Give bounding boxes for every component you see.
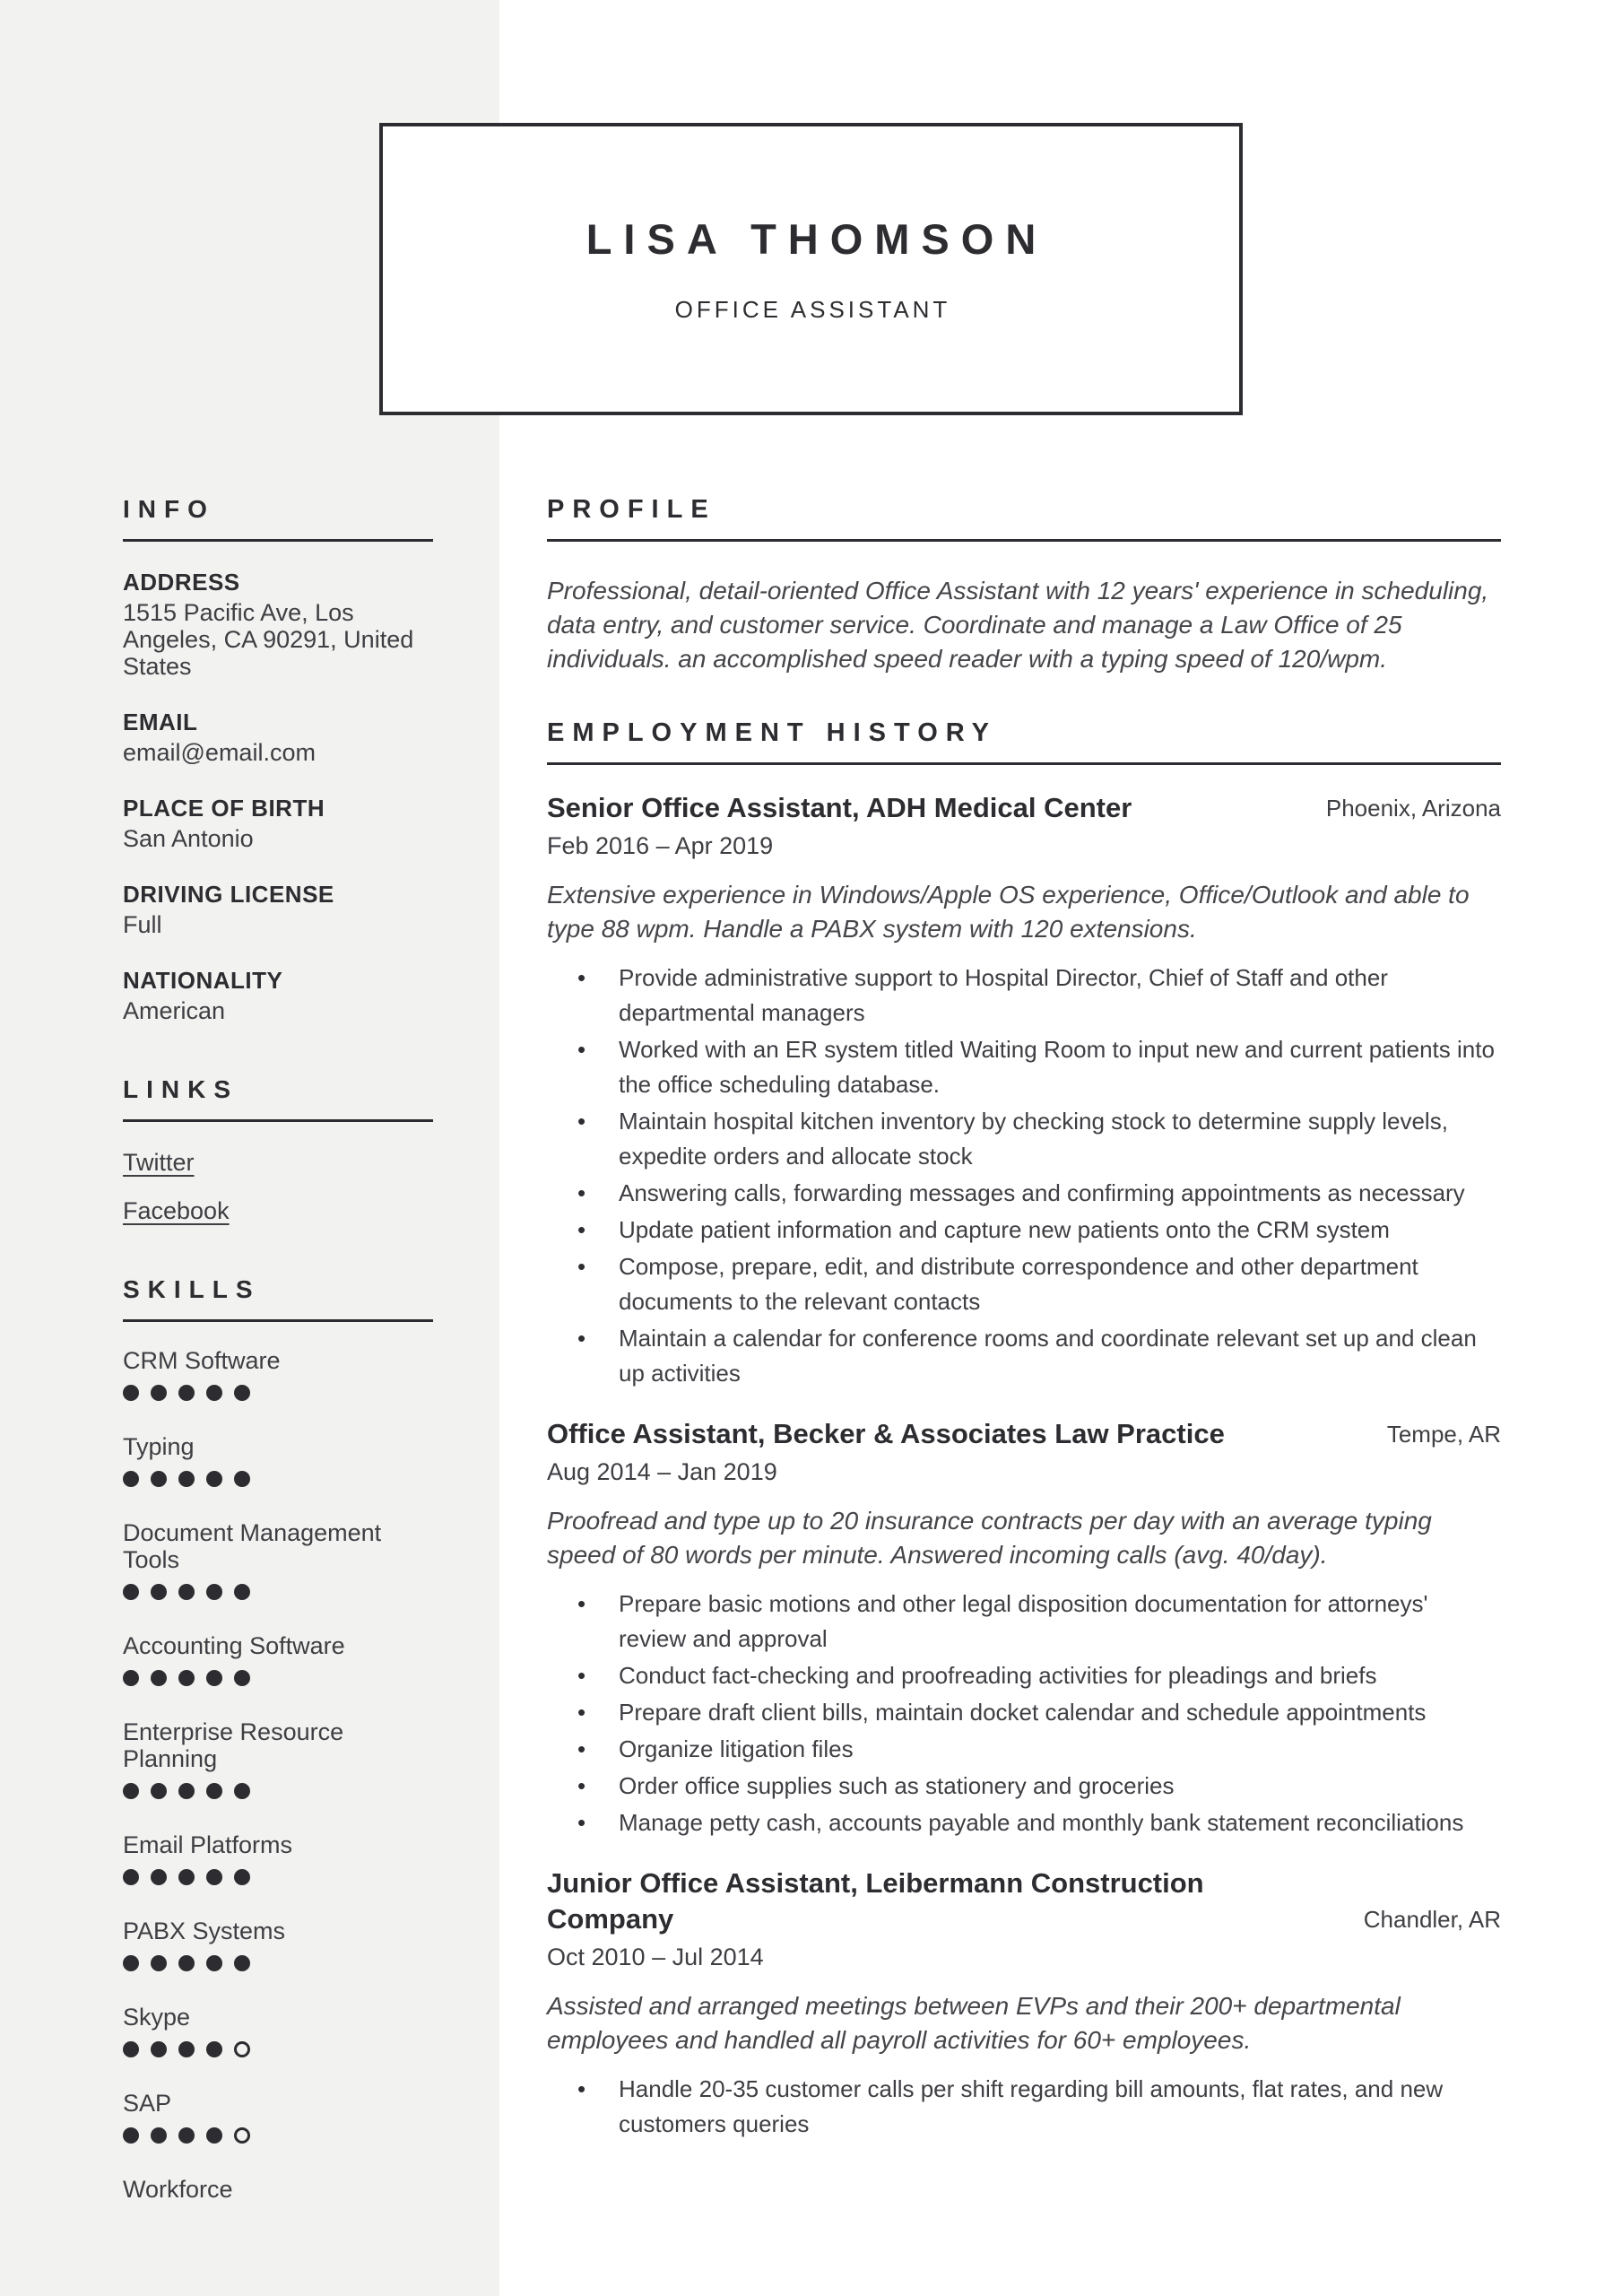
skills-list	[123, 1347, 433, 2203]
profile-section	[547, 494, 1501, 676]
skill-dot-filled-icon	[151, 1471, 167, 1487]
skill-dot-filled-icon	[234, 1670, 250, 1686]
skill-dot-filled-icon	[234, 1783, 250, 1799]
bullet-text: Conduct fact-checking and proofreading activities for pleadings and briefs	[619, 1662, 1377, 1689]
skill-dot-filled-icon	[151, 2127, 167, 2144]
skill-dot-filled-icon	[123, 1955, 139, 1971]
skill-dot-filled-icon	[123, 1670, 139, 1686]
job-title: Senior Office Assistant, ADH Medical Center	[547, 792, 1132, 823]
bullet-text: Compose, prepare, edit, and distribute correspondence and other department documents to the relevant contacts	[619, 1253, 1418, 1315]
bullet-text: Provide administrative support to Hospital Director, Chief of Staff and other departmental managers	[619, 964, 1388, 1026]
job-header	[547, 1866, 1501, 1937]
info-field	[123, 709, 433, 766]
skill-dot-filled-icon	[123, 1783, 139, 1799]
bullet-item	[547, 961, 1501, 1031]
skill-name: Enterprise Resource Planning	[123, 1718, 344, 1772]
skill-dot-empty-icon	[234, 2041, 250, 2057]
skill-name: Skype	[123, 2004, 191, 2031]
skill-dot-empty-icon	[234, 2127, 250, 2144]
info-field-value: American	[123, 997, 226, 1024]
skill-rating	[123, 1955, 433, 1971]
skill-item	[123, 1519, 433, 1600]
skill-dot-filled-icon	[178, 1471, 195, 1487]
bullet-icon: •	[577, 1590, 586, 1617]
skill-rating	[123, 2041, 433, 2057]
skill-dot-filled-icon	[178, 2041, 195, 2057]
skill-dot-filled-icon	[178, 1584, 195, 1600]
links-list	[123, 1149, 433, 1224]
skill-dot-filled-icon	[123, 1471, 139, 1487]
info-field-value: Full	[123, 911, 162, 938]
skill-name: Accounting Software	[123, 1632, 345, 1659]
links-section	[123, 1074, 433, 1224]
skill-dot-filled-icon	[206, 1471, 222, 1487]
skill-dot-filled-icon	[206, 2127, 222, 2144]
skill-dot-filled-icon	[123, 2127, 139, 2144]
bullet-text: Manage petty cash, accounts payable and monthly bank statement reconciliations	[619, 1809, 1464, 1836]
skill-dot-filled-icon	[178, 1955, 195, 1971]
info-field-label: PLACE OF BIRTH	[123, 795, 325, 822]
job-header	[547, 1416, 1501, 1452]
skill-dot-filled-icon	[151, 1385, 167, 1401]
skill-item	[123, 2004, 433, 2057]
bullet-icon: •	[577, 1809, 586, 1836]
skill-dot-filled-icon	[123, 2041, 139, 2057]
skill-name: Typing	[123, 1433, 195, 1460]
skill-dot-filled-icon	[178, 1783, 195, 1799]
bullet-icon: •	[577, 1253, 586, 1280]
bullet-item	[547, 1104, 1501, 1174]
info-fields	[123, 569, 433, 1024]
info-field	[123, 569, 433, 680]
person-title: OFFICE ASSISTANT	[674, 296, 951, 323]
bullet-text: Organize litigation files	[619, 1735, 854, 1762]
skill-item	[123, 2090, 433, 2144]
skill-dot-filled-icon	[178, 2127, 195, 2144]
skills-section	[123, 1274, 433, 2203]
job-entry	[547, 1866, 1501, 2142]
info-field-label: NATIONALITY	[123, 967, 283, 994]
skill-dot-filled-icon	[234, 1471, 250, 1487]
bullet-text: Maintain hospital kitchen inventory by checking stock to determine supply levels, expedite orders and allocate stock	[619, 1108, 1448, 1170]
skill-rating	[123, 1471, 433, 1487]
skill-name: PABX Systems	[123, 1918, 286, 1944]
skill-dot-filled-icon	[206, 1955, 222, 1971]
info-field	[123, 881, 433, 938]
skill-name: Email Platforms	[123, 1831, 293, 1858]
skill-dot-filled-icon	[151, 1955, 167, 1971]
skill-name: Document Management Tools	[123, 1519, 382, 1573]
info-heading: INFO	[123, 494, 433, 542]
job-summary: Assisted and arranged meetings between EVPs and their 200+ departmental employees and handled all payroll activities for 60+ employees.	[547, 1992, 1401, 2054]
bullet-item	[547, 1176, 1501, 1211]
skill-dot-filled-icon	[206, 1783, 222, 1799]
bullet-item	[547, 1249, 1501, 1319]
skill-item	[123, 1918, 433, 1971]
job-dates: Feb 2016 – Apr 2019	[547, 832, 774, 859]
link-facebook[interactable]: Facebook	[123, 1197, 230, 1224]
skill-dot-filled-icon	[234, 1955, 250, 1971]
skill-dot-filled-icon	[178, 1869, 195, 1885]
bullet-text: Handle 20-35 customer calls per shift regarding bill amounts, flat rates, and new customers queries	[619, 2075, 1444, 2137]
bullet-icon: •	[577, 1662, 586, 1689]
skill-rating	[123, 1869, 433, 1885]
job-location: Tempe, AR	[1386, 1421, 1501, 1448]
info-field-value: San Antonio	[123, 825, 254, 852]
job-bullets	[547, 1587, 1501, 1840]
skill-dot-filled-icon	[234, 1584, 250, 1600]
skill-dot-filled-icon	[178, 1670, 195, 1686]
skill-dot-filled-icon	[206, 1869, 222, 1885]
skill-item	[123, 1632, 433, 1686]
bullet-item	[547, 1587, 1501, 1657]
job-list	[547, 790, 1501, 2142]
bullet-icon: •	[577, 1325, 586, 1352]
skill-dot-filled-icon	[123, 1385, 139, 1401]
skill-dot-filled-icon	[206, 1670, 222, 1686]
info-field-value: email@email.com	[123, 739, 316, 766]
job-entry	[547, 1416, 1501, 1840]
skill-dot-filled-icon	[206, 2041, 222, 2057]
person-name: LISA THOMSON	[585, 215, 1048, 263]
links-heading: LINKS	[123, 1074, 433, 1122]
skill-rating	[123, 1783, 433, 1799]
bullet-icon: •	[577, 1699, 586, 1726]
skill-name: Workforce	[123, 2176, 233, 2203]
bullet-icon: •	[577, 1108, 586, 1135]
job-title: Office Assistant, Becker & Associates Law Practice	[547, 1418, 1225, 1449]
skill-dot-filled-icon	[123, 1869, 139, 1885]
main-column	[547, 494, 1501, 2144]
skill-item	[123, 2176, 433, 2203]
name-box	[379, 123, 1243, 415]
job-dates: Oct 2010 – Jul 2014	[547, 1944, 764, 1970]
bullet-item	[547, 1769, 1501, 1804]
skill-rating	[123, 1670, 433, 1686]
info-field-label: ADDRESS	[123, 569, 240, 596]
job-bullets	[547, 2072, 1501, 2142]
job-dates: Aug 2014 – Jan 2019	[547, 1458, 777, 1485]
profile-text: Professional, detail-oriented Office Assistant with 12 years' experience in scheduling, data entry, and customer service. Coordinate and manage a Law Office of 25 individuals. an accomplished speed reader with a typing speed of 120/wpm.	[547, 577, 1489, 673]
bullet-text: Order office supplies such as stationery and groceries	[619, 1772, 1175, 1799]
info-section	[123, 494, 433, 1024]
bullet-text: Update patient information and capture new patients onto the CRM system	[619, 1216, 1390, 1243]
info-field	[123, 967, 433, 1024]
skill-rating	[123, 1584, 433, 1600]
bullet-icon: •	[577, 1216, 586, 1243]
skill-dot-filled-icon	[151, 1783, 167, 1799]
bullet-item	[547, 1213, 1501, 1248]
job-summary: Extensive experience in Windows/Apple OS experience, Office/Outlook and able to type 88 wpm. Handle a PABX system with 120 extensions.	[547, 881, 1470, 943]
bullet-text: Worked with an ER system titled Waiting Room to input new and current patients into the office scheduling database.	[619, 1036, 1495, 1098]
bullet-icon: •	[577, 1735, 586, 1762]
skills-heading: SKILLS	[123, 1274, 433, 1322]
bullet-icon: •	[577, 1772, 586, 1799]
info-field-label: EMAIL	[123, 709, 198, 735]
employment-heading: EMPLOYMENT HISTORY	[547, 718, 1501, 765]
info-field	[123, 795, 433, 852]
bullet-item	[547, 1321, 1501, 1391]
info-field-label: DRIVING LICENSE	[123, 881, 334, 908]
bullet-text: Maintain a calendar for conference rooms and coordinate relevant set up and clean up activities	[619, 1325, 1477, 1387]
bullet-item	[547, 1658, 1501, 1693]
bullet-icon: •	[577, 964, 586, 991]
skill-dot-filled-icon	[206, 1584, 222, 1600]
skill-dot-filled-icon	[123, 1584, 139, 1600]
job-summary: Proofread and type up to 20 insurance contracts per day with an average typing speed of 80 words per minute. Answered incoming calls (avg. 40/day).	[547, 1507, 1432, 1569]
skill-item	[123, 1718, 433, 1799]
bullet-icon: •	[577, 1179, 586, 1206]
skill-rating	[123, 2127, 433, 2144]
job-header	[547, 790, 1501, 826]
link-twitter[interactable]: Twitter	[123, 1149, 195, 1176]
skill-dot-filled-icon	[234, 1869, 250, 1885]
skill-dot-filled-icon	[151, 2041, 167, 2057]
skill-item	[123, 1347, 433, 1401]
skill-dot-filled-icon	[234, 1385, 250, 1401]
skill-rating	[123, 1385, 433, 1401]
skill-item	[123, 1831, 433, 1885]
skill-name: SAP	[123, 2090, 172, 2117]
info-field-value: 1515 Pacific Ave, Los Angeles, CA 90291, United States	[123, 599, 414, 680]
bullet-text: Prepare basic motions and other legal disposition documentation for attorneys' review and approval	[619, 1590, 1428, 1652]
skill-dot-filled-icon	[206, 1385, 222, 1401]
profile-heading: PROFILE	[547, 494, 1501, 542]
job-entry	[547, 790, 1501, 1391]
skill-dot-filled-icon	[178, 1385, 195, 1401]
bullet-icon: •	[577, 1036, 586, 1063]
skill-dot-filled-icon	[151, 1869, 167, 1885]
skill-dot-filled-icon	[151, 1670, 167, 1686]
bullet-item	[547, 1695, 1501, 1730]
bullet-item	[547, 1732, 1501, 1767]
sidebar-content	[123, 494, 433, 2235]
job-location: Chandler, AR	[1363, 1906, 1501, 1933]
bullet-item	[547, 1805, 1501, 1840]
skill-name: CRM Software	[123, 1347, 281, 1374]
skill-dot-filled-icon	[151, 1584, 167, 1600]
employment-section	[547, 718, 1501, 2142]
job-bullets	[547, 961, 1501, 1391]
job-title: Junior Office Assistant, Leibermann Construction Company	[547, 1867, 1204, 1935]
bullet-item	[547, 2072, 1501, 2142]
job-location: Phoenix, Arizona	[1325, 795, 1501, 822]
bullet-text: Answering calls, forwarding messages and confirming appointments as necessary	[619, 1179, 1465, 1206]
bullet-text: Prepare draft client bills, maintain docket calendar and schedule appointments	[619, 1699, 1427, 1726]
bullet-item	[547, 1032, 1501, 1102]
bullet-icon: •	[577, 2075, 586, 2102]
skill-item	[123, 1433, 433, 1487]
